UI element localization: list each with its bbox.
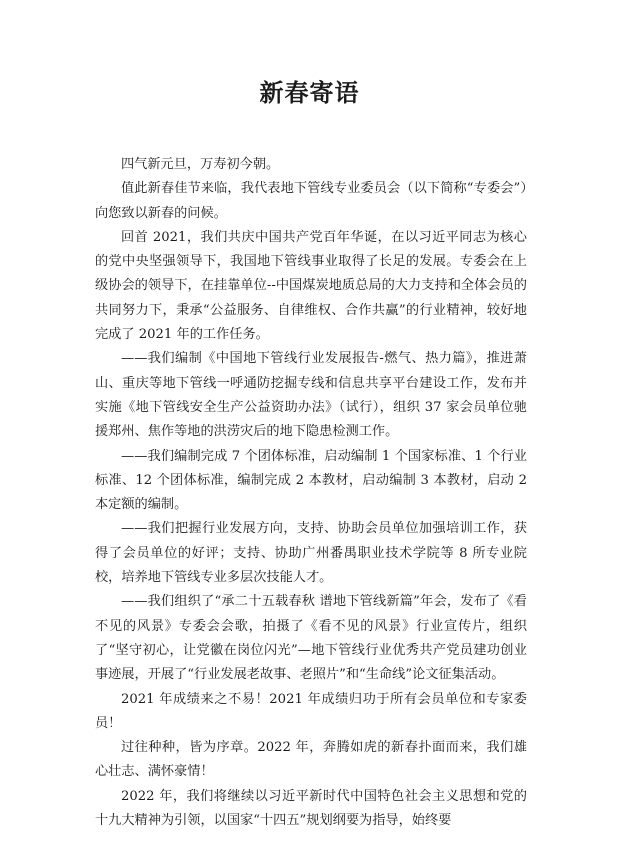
paragraph: 过往种种，皆为序章。2022 年，奔腾如虎的新春扑面而来，我们雄心壮志、满怀豪情！ xyxy=(95,740,527,780)
document-title: 新春寄语 xyxy=(259,78,360,107)
paragraph: ——我们编制《中国地下管线行业发展报告-燃气、热力篇》，推进萧山、重庆等地下管线一呼通防挖掘专线和信息共享平台建设工作，发布并实施《地下管线安全生产公益资助办法》（试行），组织 37 家会员单位驰援郑州、焦作等地的洪涝灾后的地下隐患检测工作。 xyxy=(95,351,527,440)
paragraph: 2022 年，我们将继续以习近平新时代中国特色社会主义思想和党的十九大精神为引领，以国家“十四五”规划纲要为指导，始终要 xyxy=(95,788,527,829)
paragraph: 值此新春佳节来临，我代表地下管线专业委员会（以下简称“专委会”）向您致以新春的问候。 xyxy=(95,181,527,221)
document-body xyxy=(95,153,527,833)
paragraph: 2021 年成绩来之不易！2021 年成绩归功于所有会员单位和专家委员！ xyxy=(95,691,527,731)
paragraph: ——我们把握行业发展方向，支持、协助会员单位加强培训工作，获得了会员单位的好评；支持、协助广州番禺职业技术学院等 8 所专业院校，培养地下管线专业多层次技能人才。 xyxy=(95,521,527,586)
paragraph: 回首 2021，我们共庆中国共产党百年华诞，在以习近平同志为核心的党中央坚强领导下，我国地下管线事业取得了长足的发展。专委会在上级协会的领导下，在挂靠单位--中国煤炭地质总局的大力支持和全体会员的共同努力下，秉承“公益服务、自律维权、合作共赢”的行业精神，较好地完成了 2021 年的工作任务。 xyxy=(95,229,527,343)
paragraph: ——我们组织了“承二十五载春秋 谱地下管线新篇”年会，发布了《看不见的风景》专委会会歌，拍摄了《看不见的风景》行业宣传片，组织了“坚守初心，让党徽在岗位闪光”—地下管线行业优秀共产党员建功创业事迹展，开展了“行业发展老故事、老照片”和“生命线”论文征集活动。 xyxy=(95,594,527,683)
paragraph: 四气新元旦，万寿初今朝。 xyxy=(121,157,280,172)
paragraph: ——我们编制完成 7 个团体标准，启动编制 1 个国家标准、1 个行业标准、12 个团体标准，编制完成 2 本教材，启动编制 3 本教材，启动 2 本定额的编制。 xyxy=(95,448,527,513)
